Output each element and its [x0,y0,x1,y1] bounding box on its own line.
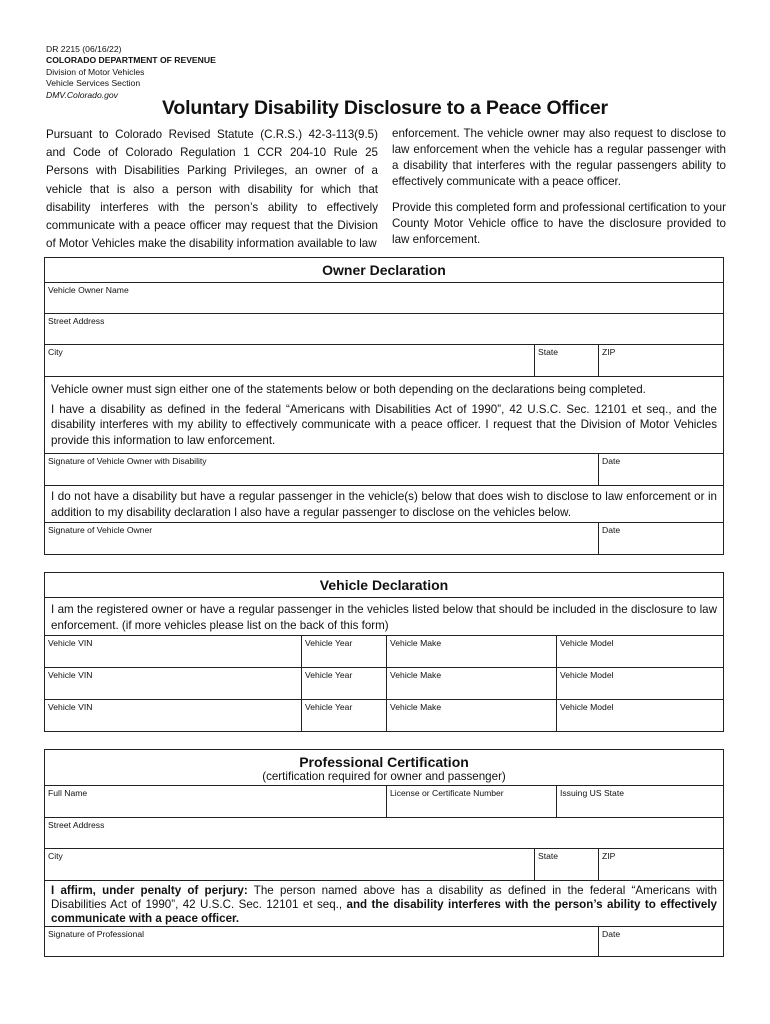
professional-certification-section [44,749,724,957]
professional-street-field[interactable] [45,817,723,848]
owner-disability-signature-label: Signature of Vehicle Owner with Disability [48,456,207,466]
vehicle-model-label: Vehicle Model [560,638,614,648]
vehicle-vin-label: Vehicle VIN [48,702,93,712]
owner-statement-passenger: I do not have a disability but have a regular passenger in the vehicle(s) below that does wish to disclose to law enforcement or in addition to my disability declaration I also have a regular passenger to disclose on the vehicles below. [51,490,717,519]
owner-signature-row-2 [45,522,723,554]
owner-statement-disability: I have a disability as defined in the federal “Americans with Disabilities Act of 1990”, 42 U.S.C. Sec. 12101 et seq., and the disability interferes with my ability to effectively communicate with a peace officer. I request that the Division of Motor Vehicles provide this information to law enforcement. [51,402,717,447]
vehicle-vin-field[interactable] [45,700,301,731]
professional-city-label: City [48,851,63,861]
owner-date-field-2[interactable] [598,523,723,554]
professional-name-row [45,785,723,817]
owner-zip-label: ZIP [602,347,616,357]
vehicle-year-field[interactable] [301,700,386,731]
professional-license-field[interactable] [386,786,556,817]
form-header [46,44,216,101]
owner-zip-field[interactable] [598,345,723,376]
vehicle-year-field[interactable] [301,668,386,699]
professional-signature-label: Signature of Professional [48,929,145,939]
professional-zip-field[interactable] [598,849,723,880]
professional-date-label: Date [602,929,621,939]
professional-date-field[interactable] [598,927,723,957]
vehicle-row [45,667,723,699]
division-name: Division of Motor Vehicles [46,66,145,77]
vehicle-make-field[interactable] [386,636,556,667]
owner-street-field[interactable] [45,313,723,344]
owner-state-label: State [538,347,559,357]
professional-license-label: License or Certificate Number [390,788,504,798]
owner-signature-row-1 [45,453,723,485]
vehicle-make-label: Vehicle Make [390,702,442,712]
vehicle-year-field[interactable] [301,636,386,667]
affirmation-closing: and the disability interferes with the person’s ability to effectively communicate with a peace officer. [51,898,717,925]
vehicle-make-label: Vehicle Make [390,638,442,648]
intro-right-column [392,126,726,248]
owner-city-label: City [48,347,63,357]
owner-city-row [45,344,723,376]
vehicle-row [45,635,723,667]
owner-signature-label: Signature of Vehicle Owner [48,525,153,535]
intro-left-column: Pursuant to Colorado Revised Statute (C.R.S.) 42-3-113(9.5) and Code of Colorado Regulation 1 CCR 204-10 Rule 25 Persons with Disabilities Parking Privileges, an owner of a vehicle that is also a person with disability for which that disability interferes with the person’s ability to effectively communicate with a peace officer may request that the Division of Motor Vehicles make the disability information available to law [46,128,378,251]
intro-right-paragraph-2: Provide this completed form and professional certification to your County Motor Vehicle office to have the disclosure provided to law enforcement. [392,201,726,246]
vehicle-row [45,699,723,731]
vehicle-statement: I am the registered owner or have a regular passenger in the vehicles listed below that should be included in the disclosure to law enforcement. (if more vehicles please list on the back of this form) [51,603,717,632]
vehicle-model-field[interactable] [556,636,723,667]
vehicle-declaration-title: Vehicle Declaration [319,577,449,593]
vehicle-vin-label: Vehicle VIN [48,638,93,648]
vehicle-vin-field[interactable] [45,636,301,667]
owner-signature-field[interactable] [45,523,598,554]
website-link[interactable]: DMV.Colorado.gov [46,89,118,100]
form-number: DR 2215 (06/16/22) [46,44,122,54]
professional-signature-row [45,926,723,957]
professional-affirmation [45,884,723,926]
vehicle-make-label: Vehicle Make [390,670,442,680]
vehicle-make-field[interactable] [386,700,556,731]
owner-statement-block [45,376,723,453]
owner-street-label: Street Address [48,316,105,326]
owner-date-field-1[interactable] [598,454,723,485]
affirmation-text: The person named above has a disability as defined in the federal “Americans with Disabilities Act of 1990”, 42 U.S.C. Sec. 12101 et seq., [51,884,717,911]
vehicle-declaration-section [44,572,724,732]
professional-certification-title: Professional Certification [299,754,469,770]
professional-city-field[interactable] [45,849,534,880]
owner-name-field[interactable] [45,282,723,313]
professional-signature-field[interactable] [45,927,598,957]
owner-declaration-section [44,257,724,555]
professional-street-label: Street Address [48,820,105,830]
owner-passenger-statement-block [45,485,723,522]
vehicle-model-label: Vehicle Model [560,670,614,680]
department-name: COLORADO DEPARTMENT OF REVENUE [46,55,216,66]
professional-certification-subtitle: (certification required for owner and passenger) [262,770,506,783]
vehicle-model-label: Vehicle Model [560,702,614,712]
owner-state-field[interactable] [534,345,598,376]
owner-instruction: Vehicle owner must sign either one of the statements below or both depending on the declarations being completed. [51,383,646,396]
professional-zip-label: ZIP [602,851,616,861]
vehicle-year-label: Vehicle Year [305,702,353,712]
vehicle-model-field[interactable] [556,668,723,699]
vehicle-make-field[interactable] [386,668,556,699]
affirmation-lead: I affirm, under penalty of perjury: [51,884,248,897]
intro-right-paragraph-1: enforcement. The vehicle owner may also request to disclose to law enforcement when the vehicle has a regular passenger with a disability that interferes with the regular passengers ability to effectively communicate with a peace officer. [392,127,726,188]
vehicle-model-field[interactable] [556,700,723,731]
professional-full-name-label: Full Name [48,788,88,798]
professional-title-block [45,750,723,785]
owner-date-label-2: Date [602,525,621,535]
professional-issuing-state-label: Issuing US State [560,788,625,798]
professional-state-label: State [538,851,559,861]
vehicle-statement-block [45,597,723,635]
professional-affirmation-block [45,880,723,926]
owner-city-field[interactable] [45,345,534,376]
vehicle-vin-label: Vehicle VIN [48,670,93,680]
vehicle-year-label: Vehicle Year [305,670,353,680]
owner-date-label-1: Date [602,456,621,466]
vehicle-year-label: Vehicle Year [305,638,353,648]
owner-name-label: Vehicle Owner Name [48,285,129,295]
owner-declaration-title: Owner Declaration [322,262,446,278]
professional-issuing-state-field[interactable] [556,786,723,817]
page-title: Voluntary Disability Disclosure to a Peace Officer [162,97,608,119]
professional-state-field[interactable] [534,849,598,880]
professional-full-name-field[interactable] [45,786,386,817]
vehicle-vin-field[interactable] [45,668,301,699]
owner-disability-signature-field[interactable] [45,454,598,485]
section-name: Vehicle Services Section [46,78,141,89]
professional-city-row [45,848,723,880]
